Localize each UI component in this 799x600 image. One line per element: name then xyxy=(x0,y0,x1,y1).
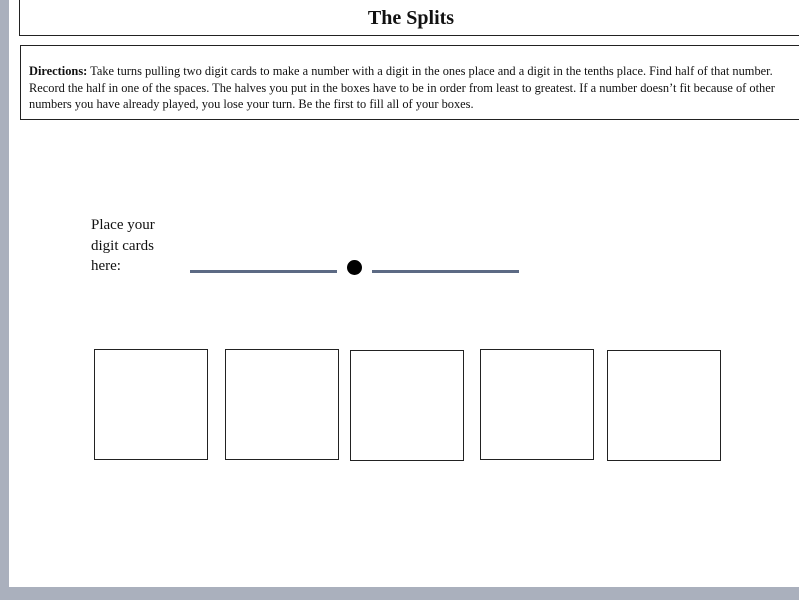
directions-label: Directions: xyxy=(29,64,88,78)
directions-box xyxy=(20,45,799,120)
tenths-digit-blank[interactable] xyxy=(372,270,519,273)
answer-box-4[interactable] xyxy=(480,349,594,460)
place-cards-label-line-1: Place your xyxy=(91,217,155,233)
decimal-point xyxy=(347,260,362,275)
title-box xyxy=(19,0,799,36)
place-cards-label-line-3: here: xyxy=(91,258,121,274)
page-title: The Splits xyxy=(367,7,455,29)
answer-box-1[interactable] xyxy=(94,349,208,460)
directions-text xyxy=(29,63,799,113)
place-cards-label-line-2: digit cards xyxy=(91,237,154,254)
answer-box-3[interactable] xyxy=(350,350,464,461)
directions-body: Take turns pulling two digit cards to make a number with a digit in the ones place and a digit in the tenths place. Find half of that number. Record the half in one of the spaces. The halves you put in the boxes have to be in order from least to greatest. If a number doesn’t fit because of other numbers you have already played, you lose your turn. Be the first to fill all of your boxes. xyxy=(29,64,775,111)
place-cards-label xyxy=(91,215,181,277)
answer-box-2[interactable] xyxy=(225,349,339,460)
answer-box-5[interactable] xyxy=(607,350,721,461)
ones-digit-blank[interactable] xyxy=(190,270,337,273)
worksheet-page xyxy=(9,0,799,587)
